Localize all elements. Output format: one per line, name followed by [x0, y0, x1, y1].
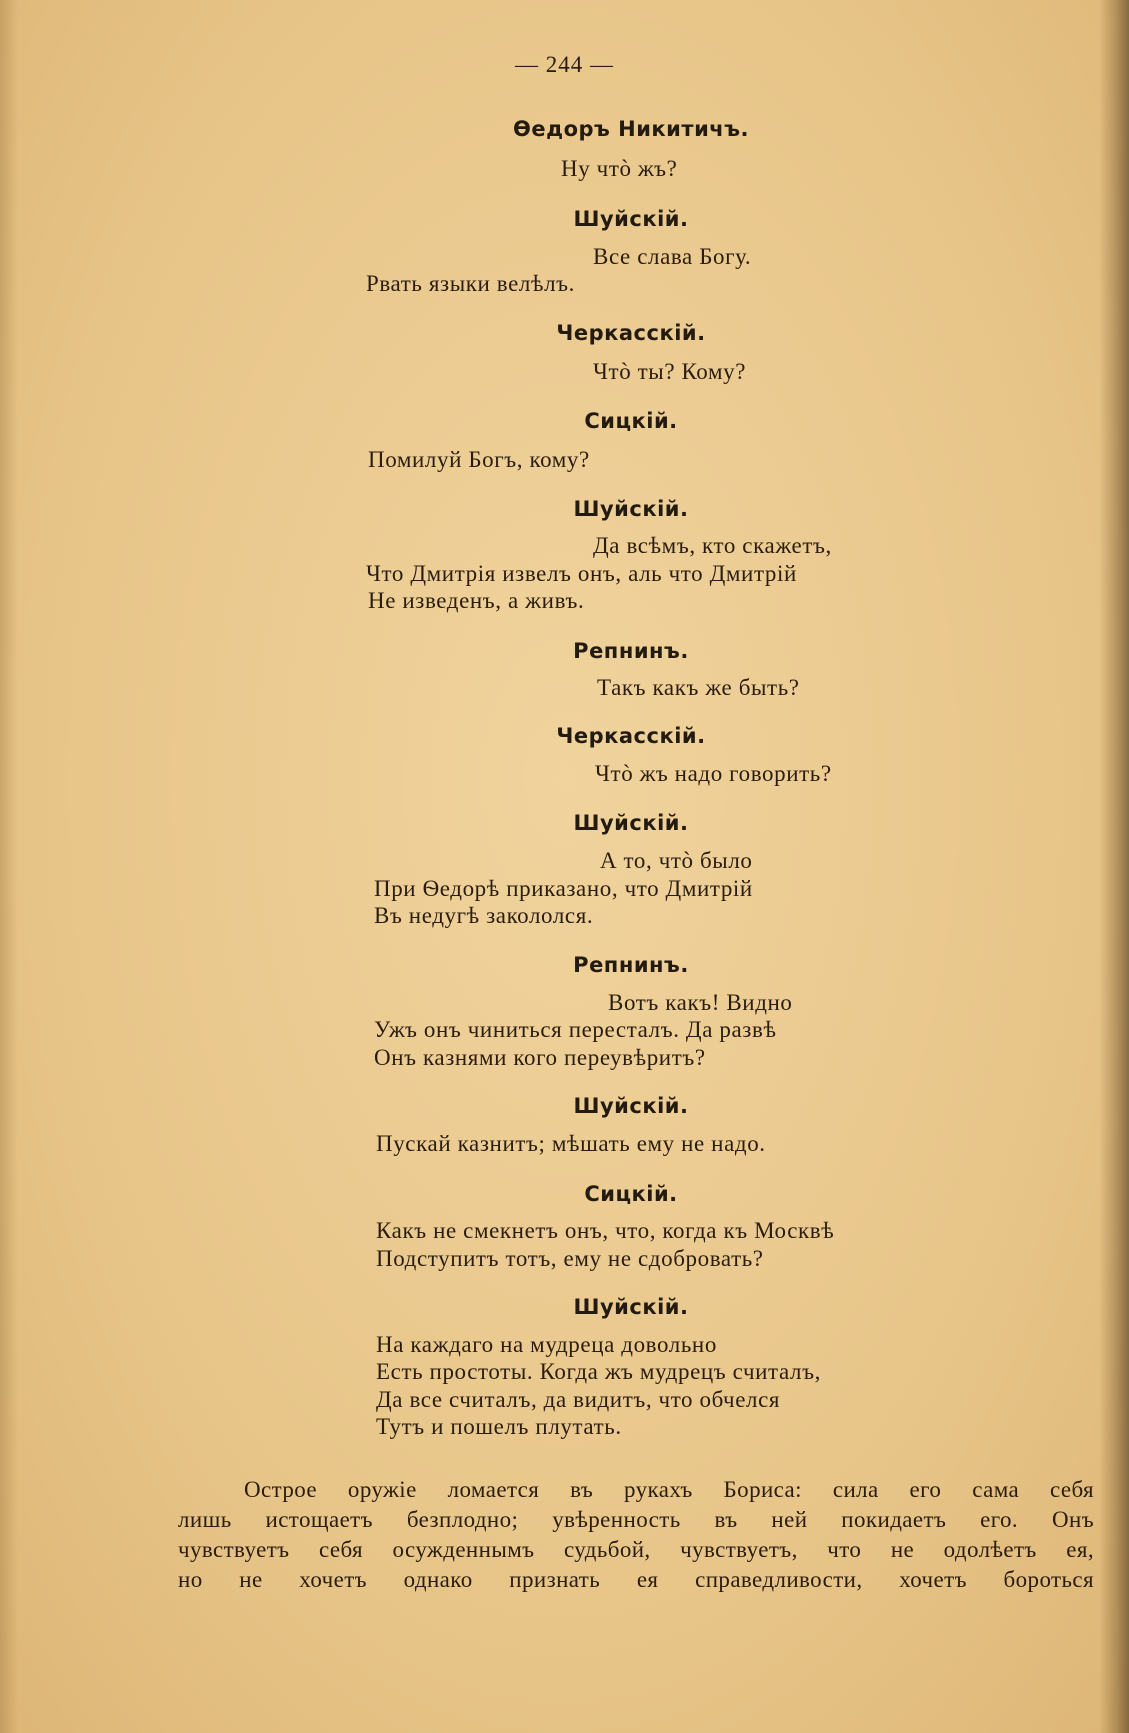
verse-line: Онъ казнями кого переувѣритъ? [374, 1045, 706, 1070]
verse-line: Есть простоты. Когда жъ мудрецъ считалъ, [376, 1359, 821, 1384]
speaker-name: Шуйскій. [573, 1295, 689, 1319]
speaker-name: Черкасскій. [556, 724, 706, 748]
page-right-edge [1099, 0, 1129, 1733]
verse-line: Пускай казнитъ; мѣшать ему не надо. [376, 1131, 766, 1156]
speaker-name: Репнинъ. [573, 953, 689, 977]
verse-line: Что Дмитрія извелъ онъ, аль что Дмитрій [366, 561, 797, 586]
page-number: — 244 — [515, 52, 614, 77]
speaker-name: Ѳедоръ Никитичъ. [513, 117, 749, 141]
verse-line: Ну чтò жъ? [561, 156, 678, 181]
verse-line: А то, чтò было [600, 848, 753, 873]
speaker-name: Сицкій. [584, 1182, 678, 1206]
verse-line: Подступитъ тотъ, ему не сдобровать? [376, 1246, 764, 1271]
page-left-edge [0, 0, 18, 1733]
verse-line: Тутъ и пошелъ плутать. [376, 1414, 622, 1439]
speaker-name: Шуйскій. [573, 1094, 689, 1118]
prose-line: лишь истощаетъ безплодно; увѣренность въ ней покидаетъ его. Онъ [178, 1507, 1094, 1532]
verse-line: Такъ какъ же быть? [597, 675, 800, 700]
speaker-name: Шуйскій. [573, 811, 689, 835]
verse-line: Все слава Богу. [593, 244, 752, 269]
verse-line: Какъ не смекнетъ онъ, что, когда къ Москвѣ [376, 1218, 835, 1243]
verse-line: При Ѳедорѣ приказано, что Дмитрій [374, 876, 753, 901]
verse-line: Да всѣмъ, кто скажетъ, [593, 533, 832, 558]
verse-line: Вотъ какъ! Видно [608, 990, 793, 1015]
speaker-name: Шуйскій. [573, 497, 689, 521]
verse-line: Рвать языки велѣлъ. [366, 271, 576, 296]
verse-line: Чтò жъ надо говорить? [595, 761, 832, 786]
verse-line: Да все считалъ, да видитъ, что обчелся [376, 1387, 781, 1412]
prose-line: чувствуетъ себя осужденнымъ судьбой, чувствуетъ, что не одолѣетъ ея, [178, 1537, 1094, 1562]
verse-line: Не изведенъ, а живъ. [368, 588, 585, 613]
speaker-name: Репнинъ. [573, 639, 689, 663]
speaker-name: Черкасскій. [556, 321, 706, 345]
prose-paragraph [178, 1475, 1094, 1595]
prose-line: но не хочетъ однако признать ея справедливости, хочетъ бороться [178, 1567, 1094, 1592]
speaker-name: Шуйскій. [573, 207, 689, 231]
verse-line: На каждаго на мудреца довольно [376, 1332, 717, 1357]
verse-line: Ужъ онъ чиниться пересталъ. Да развѣ [374, 1017, 777, 1042]
speaker-name: Сицкій. [584, 409, 678, 433]
prose-line: Острое оружіе ломается въ рукахъ Бориса: сила его сама себя [244, 1477, 1094, 1502]
verse-line: Помилуй Богъ, кому? [368, 447, 590, 472]
verse-line: Чтò ты? Кому? [593, 359, 747, 384]
verse-line: Въ недугѣ закололся. [374, 903, 594, 928]
